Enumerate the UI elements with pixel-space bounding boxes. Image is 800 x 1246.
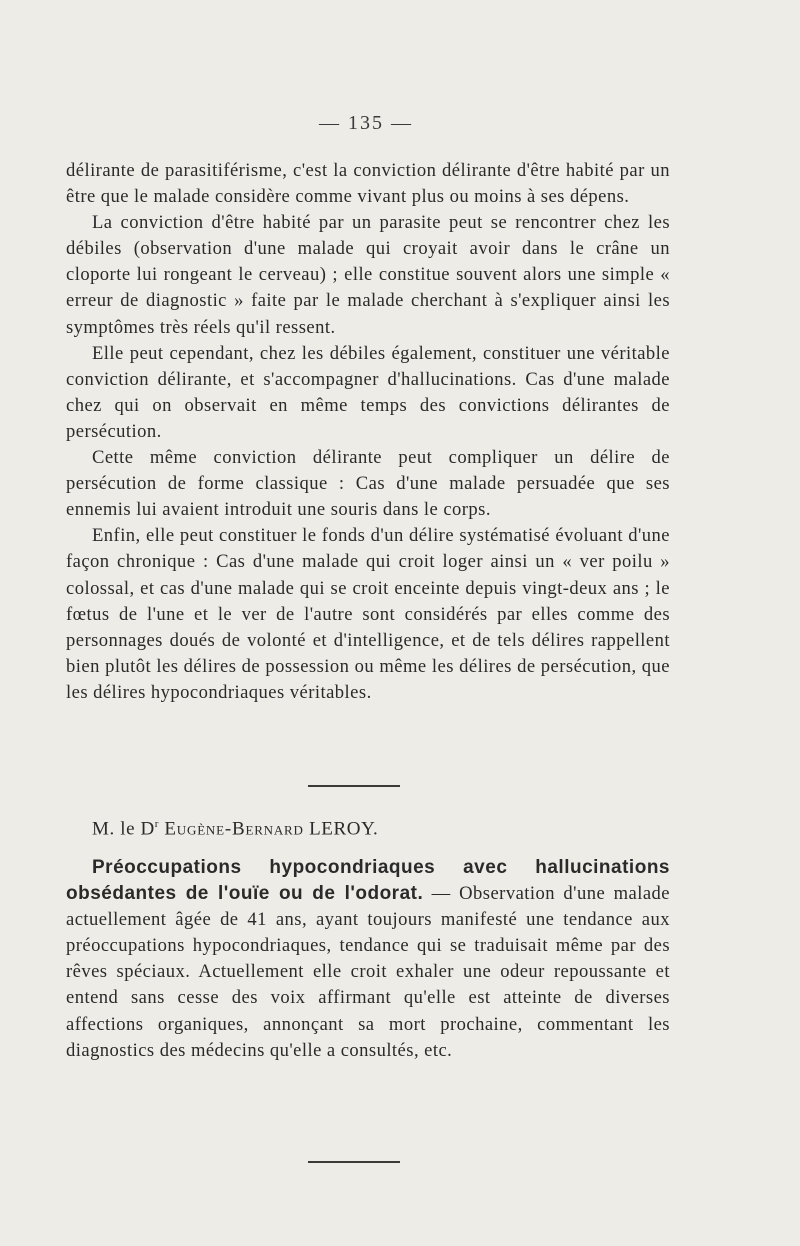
abstract-title: Préoccupations hypocondriaques avec hallucinations obsédantes de l'ouïe ou de l'odorat. (66, 857, 670, 905)
author-degree-sup: r (154, 818, 160, 830)
paragraph-5: Enfin, elle peut constituer le fonds d'un délire systématisé évoluant d'une façon chronique : Cas d'une malade qui croit loger ainsi un « ver poilu » colossal, et cas d'une malade qui se croit enceinte depuis vingt-deux ans ; le fœtus de l'une et le ver de l'autre sont considérés par elles comme des personnages doués de volonté et d'intelligence, et de tels délires rappellent bien plutôt les délires de possession ou même les délires de persécution, que les délires hypocondriaques véritables. (66, 525, 670, 703)
section-divider-bottom (308, 1161, 400, 1163)
author-given-name: Eugène-Bernard (164, 818, 304, 840)
page-number: — 135 — (319, 112, 413, 134)
main-text (66, 158, 670, 706)
paragraph-4: Cette même conviction délirante peut compliquer un délire de persécution de forme classique : Cas d'une malade persuadée que ses ennemis lui avaient introduit une souris dans le corps. (66, 447, 670, 521)
paragraph-3: Elle peut cependant, chez les débiles également, constituer une véritable conviction délirante, et s'accompagner d'hallucinations. Cas d'une malade chez qui on observait en même temps des convictions délirantes de persécution. (66, 342, 670, 442)
paragraph-1: délirante de parasitiférisme, c'est la conviction délirante d'être habité par un être que le malade considère comme vivant plus ou moins à ses dépens. (66, 160, 670, 208)
abstract-paragraph (66, 855, 670, 1064)
paragraph-2: La conviction d'être habité par un parasite peut se rencontrer chez les débiles (observation d'une malade qui croyait avoir dans le crâne un cloporte lui rongeant le cerveau) ; elle constitue souvent alors une simple « erreur de diagnostic » faite par le malade cherchant à s'expliquer ainsi les symptômes très réels qu'il ressent. (66, 212, 670, 338)
abstract-body: — Observation d'une malade actuellement âgée de 41 ans, ayant toujours manifesté une tendance aux préoccupations hypocondriaques, tendance qui se traduisait même par des rêves spéciaux. Actuellement elle croit exhaler une odeur repoussante et entend sans cesse des voix affirmant qu'elle est atteinte de diverses affections organiques, annonçant sa mort prochaine, commentant les diagnostics des médecins qu'elle a consultés, etc. (66, 883, 670, 1061)
author-surname: LEROY. (309, 818, 379, 840)
author-prefix: M. le D (92, 818, 155, 840)
author-line (92, 818, 378, 840)
section-divider-top (308, 785, 400, 787)
